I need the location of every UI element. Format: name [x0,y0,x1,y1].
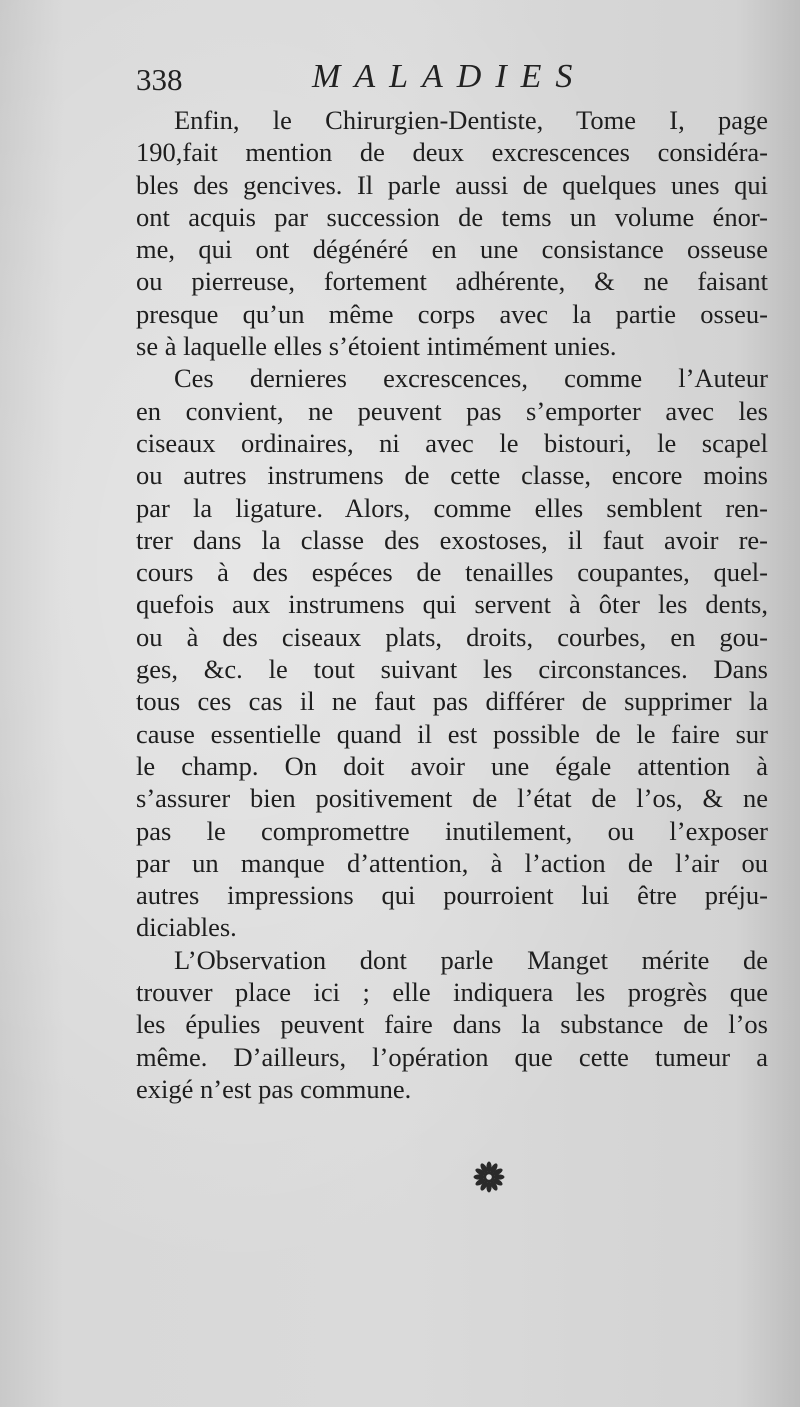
text-line: ou autres instrumens de cette classe, encore moins [136,460,768,491]
body-text [136,104,768,1105]
text-line: pas le compromettre inutilement, ou l’exposer [136,815,768,846]
text-line: par la ligature. Alors, comme elles semblent ren- [136,492,768,523]
flower-ornament-icon [472,1160,506,1194]
text-line: 190,fait mention de deux excrescences considéra- [136,137,768,168]
text-line: cours à des espéces de tenailles coupantes, quel- [136,557,768,588]
text-line: en convient, ne peuvent pas s’emporter avec les [136,395,768,426]
page-number: 338 [136,62,183,97]
running-head: MALADIES [312,58,587,95]
text-line: les épulies peuvent faire dans la substance de l’os [136,1009,768,1040]
paragraph-3 [136,944,768,1105]
text-line: ou pierreuse, fortement adhérente, & ne faisant [136,266,768,297]
text-line: Enfin, le Chirurgien-Dentiste, Tome I, page [174,105,768,135]
text-line: quefois aux instrumens qui servent à ôter les dents, [136,589,768,620]
text-line: presque qu’un même corps avec la partie osseu- [136,298,768,329]
text-line: ciseaux ordinaires, ni avec le bistouri, le scapel [136,427,768,458]
text-line: même. D’ailleurs, l’opération que cette tumeur a [136,1041,768,1072]
text-line: bles des gencives. Il parle aussi de quelques unes qui [136,169,768,200]
text-line: trer dans la classe des exostoses, il faut avoir re- [136,524,768,555]
text-line: diciables. [136,912,237,943]
text-line: ont acquis par succession de tems un volume énor- [136,201,768,232]
text-line: Ces dernieres excrescences, comme l’Auteur [174,363,768,394]
text-line: L’Observation dont parle Manget mérite de [174,944,768,975]
text-line: par un manque d’attention, à l’action de l’air ou [136,847,768,878]
text-line: cause essentielle quand il est possible de le faire sur [136,718,768,749]
text-line: ou à des ciseaux plats, droits, courbes, en gou- [136,621,768,652]
text-line: se à laquelle elles s’étoient intimément unies. [136,331,617,362]
text-line: tous ces cas il ne faut pas différer de supprimer la [136,686,768,717]
paragraph-2 [136,362,768,943]
text-line: trouver place ici ; elle indiquera les progrès que [136,977,768,1008]
text-line: autres impressions qui pourroient lui être préju- [136,880,768,911]
text-line: s’assurer bien positivement de l’état de l’os, & ne [136,783,768,814]
page-header [136,58,606,104]
text-line: me, qui ont dégénéré en une consistance osseuse [136,234,768,265]
text-line: exigé n’est pas commune. [136,1073,412,1104]
text-line: le champ. On doit avoir une égale attention à [136,750,768,781]
paragraph-1 [136,104,768,362]
text-line: ges, &c. le tout suivant les circonstances. Dans [136,654,768,685]
